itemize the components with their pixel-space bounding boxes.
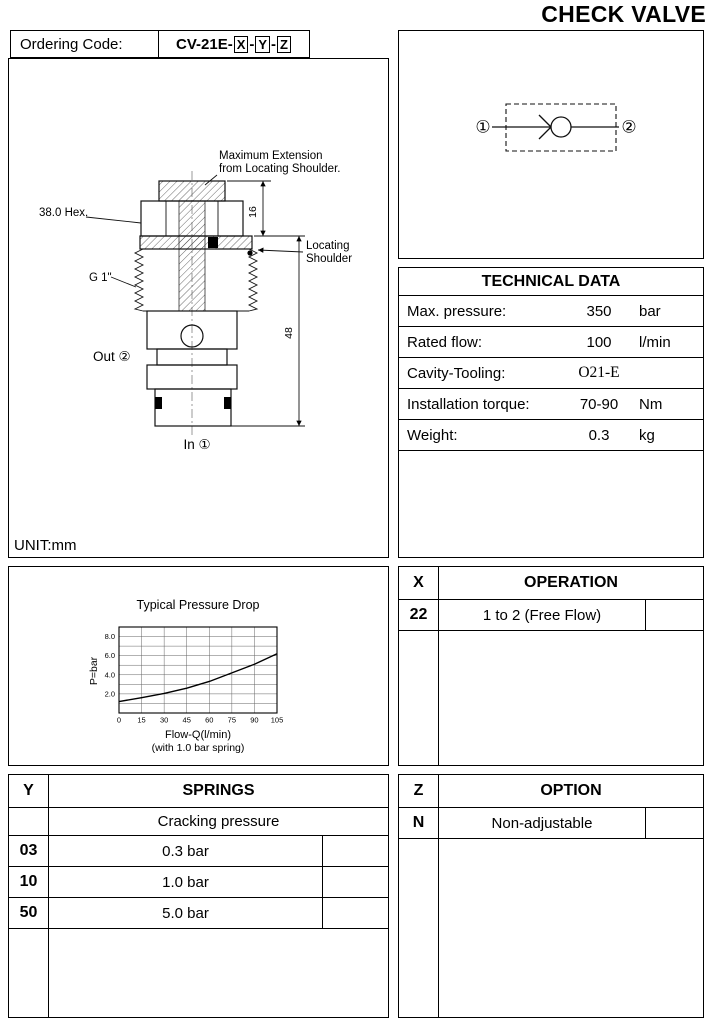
springs-panel: [8, 774, 389, 1018]
option-key-header: Z: [399, 775, 439, 807]
tech-label: Max. pressure:: [407, 302, 507, 320]
spring-value: 0.3 bar: [49, 836, 323, 866]
svg-text:8.0: 8.0: [104, 632, 115, 642]
springs-key-header: Y: [9, 775, 49, 807]
svg-text:2.0: 2.0: [104, 689, 115, 699]
svg-text:60: 60: [205, 715, 214, 725]
code-letter-x: X: [234, 36, 249, 53]
table-row: [399, 296, 703, 327]
code-separator: -: [249, 35, 255, 53]
operation-panel: [398, 566, 704, 766]
spring-code: 03: [9, 836, 49, 866]
tech-value: 70-90: [579, 395, 619, 413]
empty-key-cell: [399, 839, 439, 1017]
ordering-code-box: [10, 30, 310, 58]
table-row: [9, 836, 388, 867]
svg-text:90: 90: [250, 715, 259, 725]
code-separator: -: [271, 35, 277, 53]
tech-value: 100: [586, 333, 612, 351]
check-valve-symbol: [399, 31, 702, 257]
tech-unit: bar: [639, 302, 661, 320]
empty-cell: [323, 898, 388, 928]
option-panel: [398, 774, 704, 1018]
unit-note: UNIT:mm: [14, 537, 77, 554]
symbol-flow-line: [492, 115, 619, 139]
tech-unit: kg: [639, 426, 655, 444]
chart-caption: (with 1.0 bar spring): [151, 742, 245, 754]
ordering-code-label: Ordering Code:: [11, 31, 159, 57]
table-filler-row: [399, 631, 703, 765]
ordering-code-value: [159, 31, 309, 57]
svg-text:30: 30: [159, 715, 169, 725]
tech-value: 350: [586, 302, 612, 320]
tech-label: Installation torque:: [407, 395, 530, 413]
tech-label: Rated flow:: [407, 333, 483, 351]
valve-body-outline: [135, 181, 257, 426]
port-2-label: ②: [621, 117, 637, 137]
svg-text:75: 75: [227, 715, 237, 725]
locating-shoulder-label-line2: Shoulder: [306, 253, 353, 265]
spring-code: 50: [9, 898, 49, 928]
empty-cell: [439, 839, 703, 1017]
empty-key-cell: [399, 631, 439, 765]
table-row: [9, 867, 388, 898]
code-letter-y: Y: [255, 36, 270, 53]
drawing-panel: [8, 58, 389, 558]
chart-panel: [8, 566, 389, 766]
svg-text:0: 0: [116, 715, 122, 725]
empty-key-cell: [9, 929, 49, 1017]
table-row: [399, 358, 703, 389]
spring-value: 1.0 bar: [49, 867, 323, 897]
table-filler-row: [9, 929, 388, 1017]
spring-value: 5.0 bar: [49, 898, 323, 928]
dimension-48-label: 48: [283, 327, 295, 339]
code-letter-z: Z: [277, 36, 291, 53]
hex-size-label: 38.0 Hex.: [39, 207, 89, 219]
empty-cell: [439, 631, 703, 765]
max-extension-label-line1: Maximum Extension: [219, 150, 323, 162]
empty-cell: [323, 867, 388, 897]
svg-text:45: 45: [182, 715, 191, 725]
table-row: [399, 600, 703, 631]
table-row: [9, 898, 388, 929]
empty-cell: [646, 600, 703, 630]
port-1-label: ①: [475, 117, 491, 137]
symbol-panel: [398, 30, 704, 259]
chart-xlabel: Flow-Q(l/min): [165, 729, 231, 741]
technical-data-panel: [398, 267, 704, 558]
chart-plot-area: [105, 627, 284, 725]
chart-ylabel: P=bar: [88, 656, 100, 686]
empty-key-cell: [9, 808, 49, 835]
dimension-16-label: 16: [247, 206, 259, 218]
svg-text:6.0: 6.0: [104, 651, 115, 661]
operation-desc: 1 to 2 (Free Flow): [439, 600, 646, 630]
empty-cell: [49, 929, 388, 1017]
chart-title: Typical Pressure Drop: [136, 598, 260, 612]
table-row: [399, 327, 703, 358]
out-port-label: Out ②: [93, 349, 131, 364]
option-desc: Non-adjustable: [439, 808, 646, 838]
valve-cross-section-drawing: [9, 59, 387, 529]
tech-label: Weight:: [407, 426, 458, 444]
table-header-row: [399, 775, 703, 808]
option-title: OPTION: [540, 782, 602, 799]
table-row: [399, 808, 703, 839]
technical-data-title: TECHNICAL DATA: [399, 268, 703, 296]
operation-title: OPERATION: [524, 574, 618, 591]
locating-shoulder-label-line1: Locating: [306, 240, 350, 252]
empty-cell: [323, 836, 388, 866]
svg-text:105: 105: [270, 715, 284, 725]
thread-size-label: G 1": [89, 272, 112, 284]
dimension-lines: [227, 181, 305, 426]
operation-key-header: X: [399, 567, 439, 599]
springs-subtitle-row: [9, 808, 388, 836]
table-row: [399, 420, 703, 451]
tech-label: Cavity-Tooling:: [407, 364, 506, 382]
tech-unit: Nm: [639, 395, 663, 413]
springs-title: SPRINGS: [182, 782, 255, 799]
pressure-drop-chart: [9, 567, 387, 763]
table-row: [399, 389, 703, 420]
tech-unit: l/min: [639, 333, 671, 351]
locating-shoulder-point: [247, 250, 252, 255]
springs-subtitle: Cracking pressure: [157, 813, 280, 830]
in-port-label: In ①: [183, 437, 211, 452]
operation-code: 22: [399, 600, 439, 630]
svg-text:15: 15: [137, 715, 146, 725]
table-filler-row: [399, 839, 703, 1017]
empty-cell: [646, 808, 703, 838]
page-title: CHECK VALVE: [541, 1, 706, 27]
max-extension-label-line2: from Locating Shoulder.: [219, 163, 341, 175]
table-header-row: [399, 567, 703, 600]
tech-value: 0.3: [588, 426, 610, 444]
spring-code: 10: [9, 867, 49, 897]
option-code: N: [399, 808, 439, 838]
table-header-row: [9, 775, 388, 808]
svg-text:4.0: 4.0: [104, 670, 115, 680]
tech-value: O21-E: [578, 364, 620, 381]
ordering-code-prefix: CV-21E-: [176, 35, 233, 53]
